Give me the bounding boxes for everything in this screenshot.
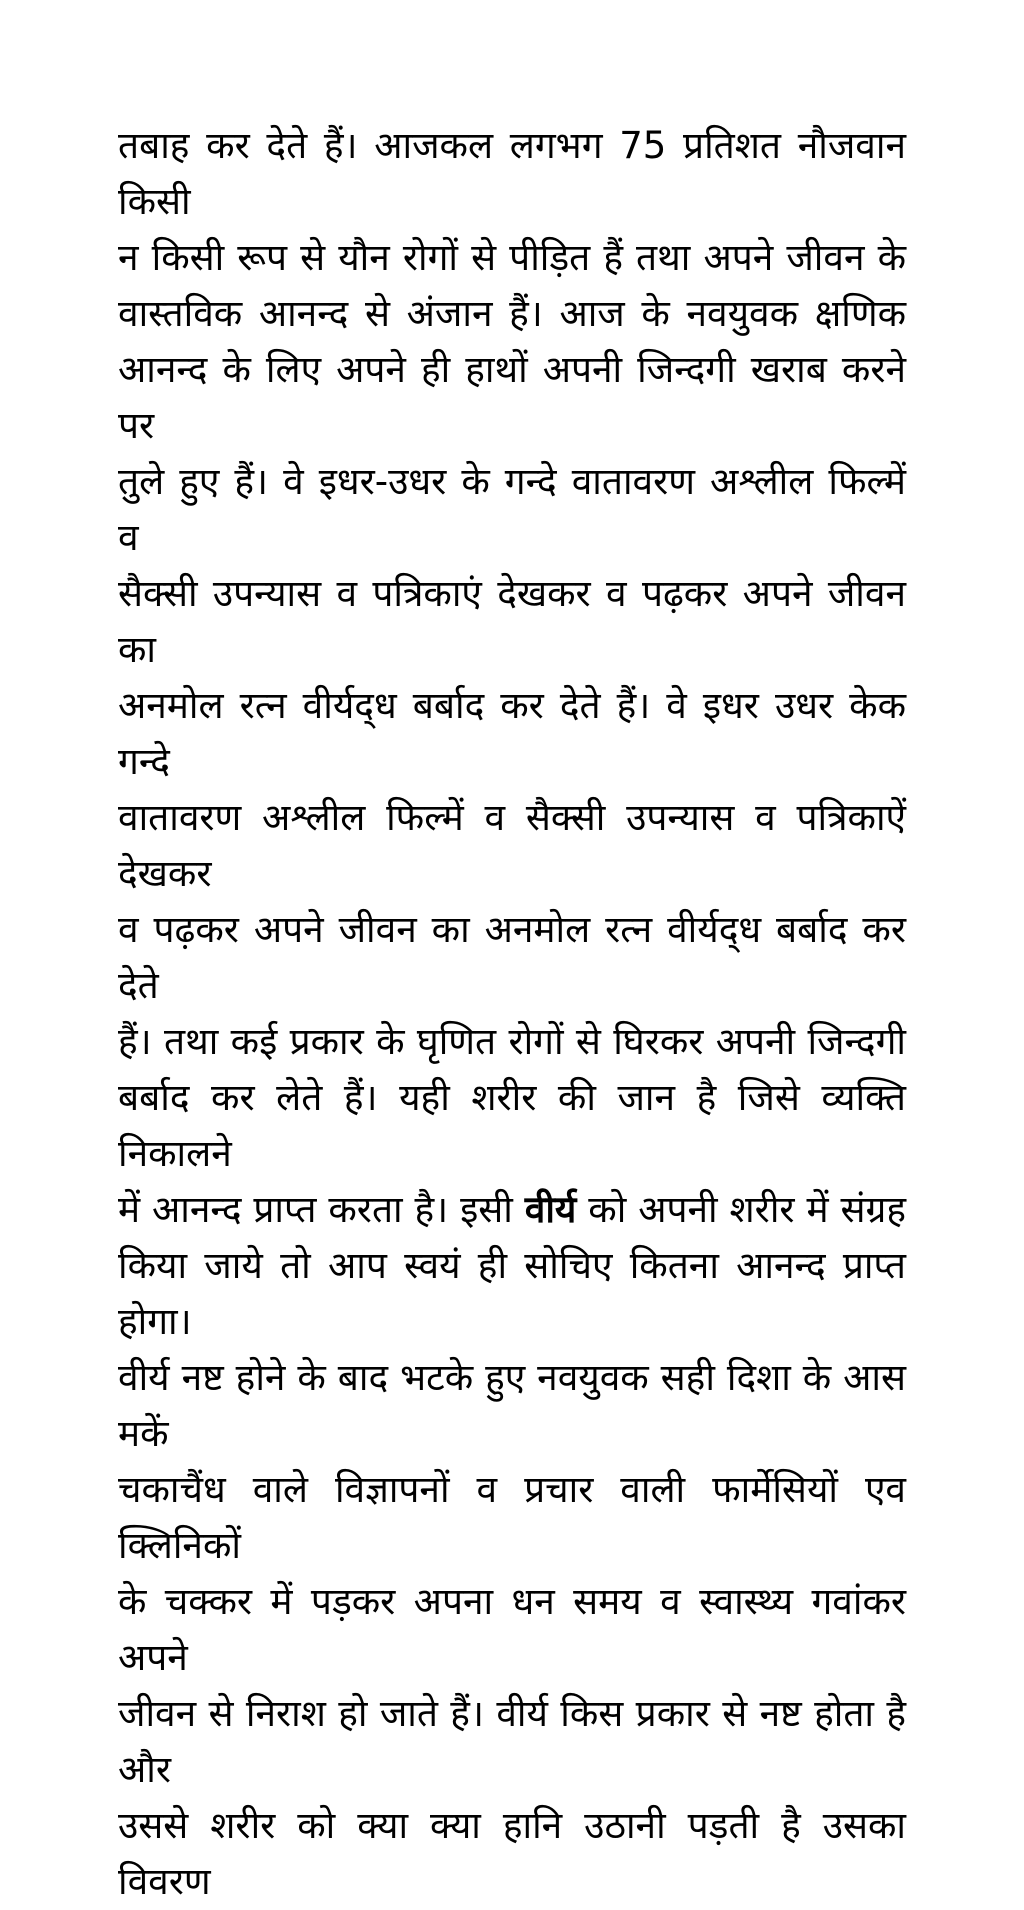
paragraph-line: सैक्सी उपन्यास व पत्रिकाएं देखकर व पढ़कर अपने जीवन का bbox=[118, 572, 906, 671]
paragraph-line: किया जाये तो आप स्वयं ही सोचिए कितना आनन्द प्राप्त होगा। bbox=[118, 1244, 906, 1343]
paragraph-line: जीवन से निराश हो जाते हैं। वीर्य किस प्रकार से नष्ट होता है और bbox=[118, 1692, 906, 1791]
paragraph bbox=[118, 118, 906, 1910]
paragraph-line: वातावरण अश्लील फिल्में व सैक्सी उपन्यास व पत्रिकाऐं देखकर bbox=[118, 796, 906, 895]
paragraph-line: आनन्द के लिए अपने ही हाथों अपनी जिन्दगी खराब करने पर bbox=[118, 348, 906, 447]
paragraph-line: तुले हुए हैं। वे इधर-उधर के गन्दे वातावरण अश्लील फिल्में व bbox=[118, 460, 906, 559]
paragraph-line-with-bold bbox=[118, 1182, 906, 1238]
paragraph-line: वास्तविक आनन्द से अंजान हैं। आज के नवयुवक क्षणिक bbox=[118, 292, 906, 335]
paragraph-line: व पढ़कर अपने जीवन का अनमोल रत्न वीर्यद्‌ध बर्बाद कर देते bbox=[118, 908, 906, 1007]
paragraph-line: अनमोल रत्न वीर्यद्‌ध बर्बाद कर देते हैं। वे इधर उधर केक गन्दे bbox=[118, 684, 906, 783]
paragraph-line: चकाचैंध वाले विज्ञापनों व प्रचार वाली फार्मेसियों एव क्लिनिकों bbox=[118, 1468, 906, 1567]
paragraph-line: न किसी रूप से यौन रोगों से पीड़ित हैं तथा अपने जीवन के bbox=[118, 236, 906, 279]
paragraph-line: वीर्य नष्ट होने के बाद भटके हुए नवयुवक सही दिशा के आस मकें bbox=[118, 1356, 906, 1455]
paragraph-line: बर्बाद कर लेते हैं। यही शरीर की जान है जिसे व्यक्ति निकालने bbox=[118, 1076, 906, 1175]
bold-keyword: वीर्य bbox=[524, 1188, 577, 1231]
line-text-after-bold: को अपनी शरीर में संग्रह bbox=[576, 1188, 906, 1231]
paragraph-line: हैं। तथा कई प्रकार के घृणित रोगों से घिरकर अपनी जिन्दगी bbox=[118, 1020, 906, 1063]
line-text-before-bold: में आनन्द प्राप्त करता है। इसी bbox=[118, 1188, 525, 1231]
paragraph-line: उससे शरीर को क्या क्या हानि उठानी पड़ती है उसका विवरण bbox=[118, 1804, 906, 1903]
paragraph-line: तबाह कर देते हैं। आजकल लगभग 75 प्रतिशत नौजवान किसी bbox=[118, 124, 906, 223]
paragraph-line: के चक्कर में पड़कर अपना धन समय व स्वास्थ्य गवांकर अपने bbox=[118, 1580, 906, 1679]
